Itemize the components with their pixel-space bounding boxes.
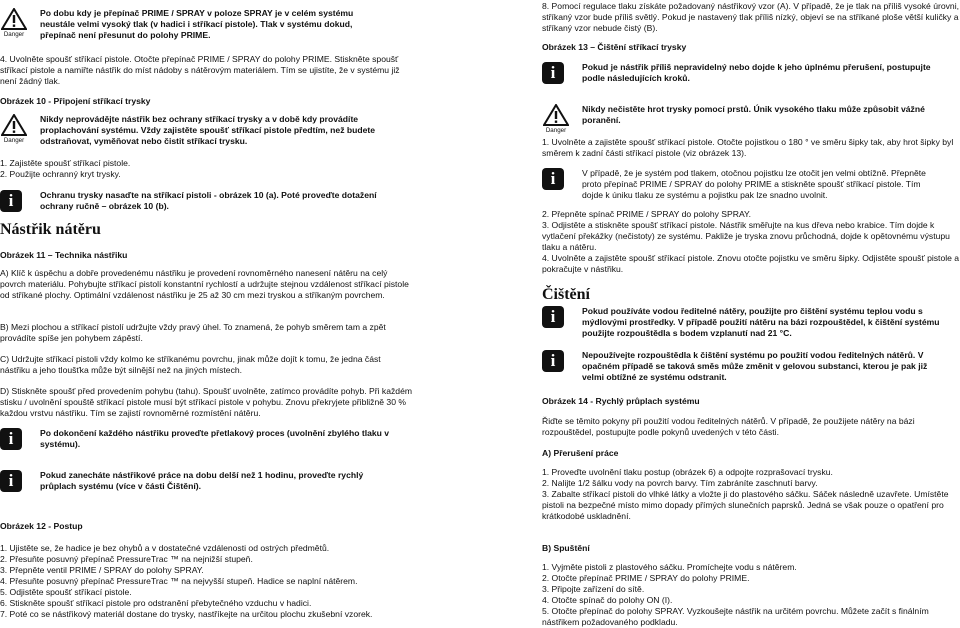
intro-paragraph: Řiďte se těmito pokyny při použití vodou ředitelných nátěrů. V případě, že použijete nátěry na bázi rozpouštědel, postupujte podle pokynů uvedených v této části.	[542, 416, 915, 437]
figure-13-caption: Obrázek 13 – Čištění stříkací trysky	[542, 42, 687, 52]
figure-10-caption: Obrázek 10 - Připojení stříkací trysky	[0, 96, 151, 106]
list-item: 5. Odjistěte spoušť stříkací pistole.	[0, 587, 132, 597]
info-note-3	[0, 470, 412, 492]
section-b-title: B) Spuštění	[542, 543, 590, 553]
info-text: Pokud je nástřik příliš nepravidelný nebo dojde k jeho úplnému přerušení, postupujte podle následujících kroků.	[582, 62, 931, 83]
list-item: 3. Připojte zařízení do sítě.	[542, 584, 645, 594]
paragraph-d: D) Stiskněte spoušť před provedením pohybu (tahu). Spoušť uvolněte, zatímco provádíte pohyb. Při každém stisku / uvolnění spouště stříkací pistole musí být stříkací pistole v pohybu. Znovu překryjete přibližně 30 % každou vrstvu nástřiku. Tím se zajistí rovnoměrné rozmístění nátěru.	[0, 386, 413, 418]
section-a-title: A) Přerušení práce	[542, 448, 619, 458]
info-icon: i	[542, 350, 564, 372]
danger-icon	[542, 104, 570, 135]
info-text: Nepoužívejte rozpouštědla k čištění systému po použití vodou ředitelných nátěrů. V opačném případě se taková směs může změnit v gelovou substanci, kterou je pak již velmi obtížné ze systému odstranit.	[582, 350, 928, 382]
list-item: 2. Použijte ochranný kryt trysky.	[0, 169, 121, 179]
list-item: 4. Přesuňte posuvný přepínač PressureTrac ™ na nejvyšší stupeň. Hadice se naplní nátěrem.	[0, 576, 358, 586]
danger-warning-2	[0, 114, 412, 147]
steps-list-a	[542, 209, 960, 275]
step-8-text: 8. Pomocí regulace tlaku získáte požadovaný nástřikový vzor (A). V případě, že je tlak na příliš vysoké úrovni, stříkaný vzor bude příliš světlý. Pokud je nastavený tlak příliš nízký, objeví se na stříkané ploše větší kuličky a stříkaný vzor nebude čistý (B).	[542, 1, 959, 33]
section-heading: Čištění	[542, 286, 590, 303]
info-note-2	[542, 168, 960, 201]
list-item: 2. Přesuňte posuvný přepínač PressureTrac ™ na nejnižší stupeň.	[0, 554, 253, 564]
warning-text: Po dobu kdy je přepínač PRIME / SPRAY v poloze SPRAY je v celém systému neustále velmi vysoký tlak (v hadici i stříkací pistole). Tlak v systému dokud, přepínač není přesunut do polohy PRIME.	[40, 8, 354, 40]
info-text: Po dokončení každého nástřiku proveďte přetlakový proces (uvolnění zbylého tlaku v systému).	[40, 428, 390, 449]
steps-list-c	[542, 562, 960, 628]
info-note-3	[542, 306, 960, 339]
list-item: 2. Nalijte 1/2 šálku vody na povrch barvy. Tím zabráníte zaschnutí barvy.	[542, 478, 818, 488]
list-item: 1. Vyjměte pistoli z plastového sáčku. Promíchejte vodu s nátěrem.	[542, 562, 797, 572]
info-icon: i	[0, 470, 22, 492]
steps-list-b	[0, 543, 412, 620]
paragraph-a: A) Klíč k úspěchu a dobře provedenému nástřiku je provedení rovnoměrného nanesení nátěru na celý povrch materiálu. Pohybujte stříkací pistolí konstantní rychlostí a udržujte stejnou vzdálenost stříkací pistole od stříkané plochy. Optimální vzdálenost nástřiku je 25 až 30 cm mezi tryskou a stříkaným povrchem.	[0, 268, 409, 300]
info-icon: i	[0, 428, 22, 450]
info-text: Pokud zanecháte nástřikové práce na dobu delší než 1 hodinu, proveďte rychlý průplach systému (více v části Čištění).	[40, 470, 364, 491]
danger-icon	[0, 114, 28, 145]
warning-text: Nikdy nečistěte hrot trysky pomocí prstů. Únik vysokého tlaku může způsobit vážné poranění.	[582, 104, 925, 125]
list-item: 3. Přepněte ventil PRIME / SPRAY do polohy SPRAY.	[0, 565, 204, 575]
info-text: V případě, že je systém pod tlakem, otočnou pojistku lze otočit jen velmi obtížně. Přepněte proto přepínač PRIME / SPRAY do polohy PRIME a stiskněte spoušť stříkací pistole. Tím dojde k úniku tlaku ze systému a pojistku pak lze snadno uvolnit.	[582, 168, 926, 200]
info-text: Pokud používáte vodou ředitelné nátěry, použijte pro čištění systému teplou vodu s mýdlovými prostředky. V případě použití nátěru na bázi rozpouštědel, k čištění systému použijte rozpouštědla s bodem vzplanutí nad 21 °C.	[582, 306, 940, 338]
list-item: 4. Otočte spínač do polohy ON (I).	[542, 595, 673, 605]
paragraph-c: C) Udržujte stříkací pistoli vždy kolmo ke stříkanému povrchu, jinak může dojít k tomu, že jedna část nástřiku a jeho tloušťka může být silnější než na jiných místech.	[0, 354, 381, 375]
section-heading: Nástřik nátěru	[0, 221, 101, 238]
list-item: 2. Otočte přepínač PRIME / SPRAY do polohy PRIME.	[542, 573, 750, 583]
danger-label: Danger	[3, 137, 25, 144]
steps-list-a	[0, 158, 412, 180]
list-item: 3. Odjistěte a stiskněte spoušť stříkací pistole. Nástřik směřujte na kus dřeva nebo krabice. Tím dojde k vytlačení překážky (nečistoty) ze systému. Pakliže je tryska znovu průchodná, dojde k opětovnému výstupu tlaku a nátěru.	[542, 220, 950, 252]
info-note-4	[542, 350, 960, 383]
info-icon: i	[542, 168, 564, 190]
info-icon: i	[0, 190, 22, 212]
paragraph-b: B) Mezi plochou a stříkací pistolí udržujte vždy pravý úhel. To znamená, že pohyb směrem tam a zpět provádíte spíše jen pohybem zápěstí.	[0, 322, 386, 343]
step-1-text: 1. Uvolněte a zajistěte spoušť stříkací pistole. Otočte pojistkou o 180 ° ve směru šipky tak, aby hrot šipky byl směrem k zadní části stříkací pistole (viz obrázek 13).	[542, 137, 954, 158]
step-4-text: 4. Uvolněte spoušť stříkací pistole. Otočte přepínač PRIME / SPRAY do polohy PRIME. Stiskněte spoušť stříkací pistole a namiřte nástřik do míst nádoby s nátěrovým materiálem. Tím se ujistíte, že v systému již není žádný tlak.	[0, 54, 400, 86]
danger-label: Danger	[3, 31, 25, 38]
list-item: 1. Zajistěte spoušť stříkací pistole.	[0, 158, 131, 168]
list-item: 4. Uvolněte a zajistěte spoušť stříkací pistole. Znovu otočte pojistku ve směru šipky. Odjistěte spoušť pistole a pokračujte v nástřiku.	[542, 253, 960, 274]
warning-text: Nikdy neprovádějte nástřik bez ochrany stříkací trysky a v době kdy provádíte proplachování systému. Vždy zajistěte spoušť stříkací pistole předtím, než budete odstraňovat, vyměňovat nebo čistit stříkací trysku.	[40, 114, 376, 146]
info-text: Ochranu trysky nasaďte na stříkací pistoli - obrázek 10 (a). Poté proveďte dotažení ochrany ručně – obrázek 10 (b).	[40, 190, 377, 211]
list-item: 1. Ujistěte se, že hadice je bez ohybů a v dostatečné vzdálenosti od ostrých předmětů.	[0, 543, 330, 553]
steps-list-b	[542, 467, 960, 522]
figure-14-caption: Obrázek 14 - Rychlý průplach systému	[542, 396, 700, 406]
danger-icon	[0, 8, 28, 39]
info-icon: i	[542, 306, 564, 328]
list-item: 5. Otočte přepínač do polohy SPRAY. Vyzkoušejte nástřik na určitém povrchu. Můžete začít s finálním nástřikem požadovaného podkladu.	[542, 606, 929, 627]
info-note-2	[0, 428, 412, 450]
list-item: 3. Zabalte stříkací pistoli do vlhké látky a vložte ji do plastového sáčku. Sáček následně uzavřete. Umístěte pistoli na bezpečné místo mimo dopady přímých slunečních paprsků. Jedná se však pouze o opatření pro krátkodobé uskladnění.	[542, 489, 949, 521]
list-item: 1. Proveďte uvolnění tlaku postup (obrázek 6) a odpojte rozprašovací trysku.	[542, 467, 833, 477]
danger-warning	[542, 104, 960, 135]
info-note-1	[0, 190, 412, 212]
info-note-1	[542, 62, 960, 84]
list-item: 7. Poté co se nástřikový materiál dostane do trysky, nastříkejte na určitou plochu zkušební vzorek.	[0, 609, 373, 619]
figure-12-caption: Obrázek 12 - Postup	[0, 521, 83, 531]
list-item: 6. Stiskněte spoušť stříkací pistole pro odstranění přebytečného vzduchu v hadici.	[0, 598, 312, 608]
info-icon: i	[542, 62, 564, 84]
danger-label: Danger	[545, 127, 567, 134]
list-item: 2. Přepněte spínač PRIME / SPRAY do polohy SPRAY.	[542, 209, 752, 219]
danger-warning-top	[0, 8, 412, 41]
figure-11-caption: Obrázek 11 – Technika nástřiku	[0, 250, 128, 260]
